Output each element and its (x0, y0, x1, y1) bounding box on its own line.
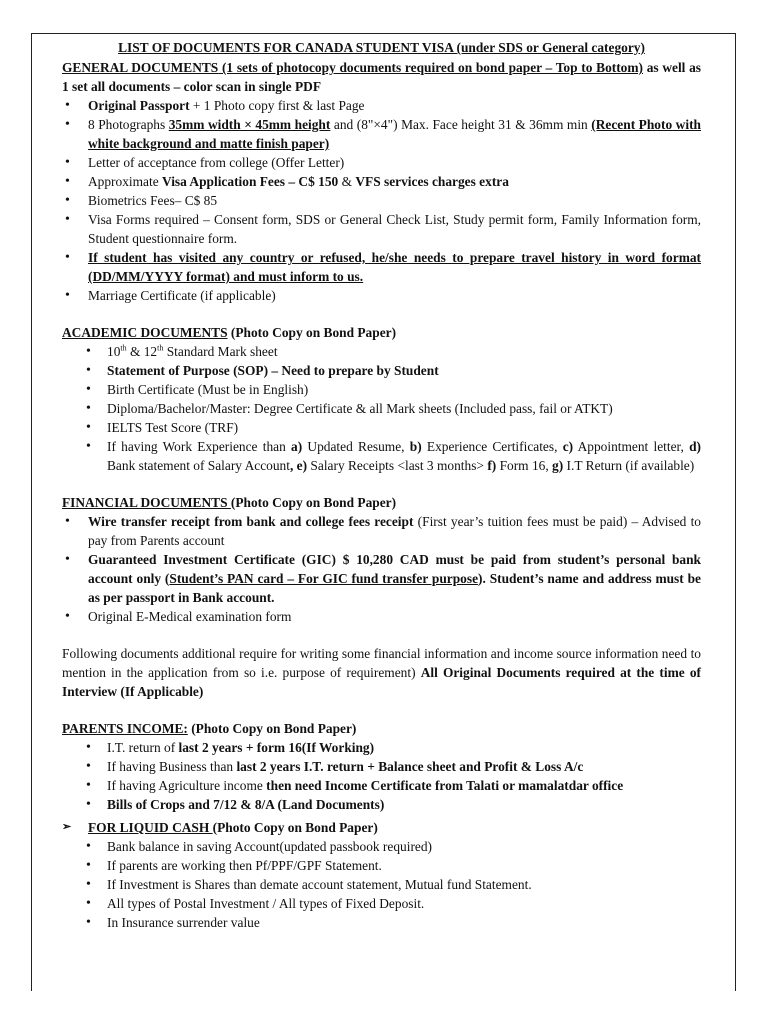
list-item: • Original E-Medical examination form (62, 607, 701, 626)
list-item: • Visa Forms required – Consent form, SDS or General Check List, Study permit form, Family Information form, Student questionnaire form. (62, 210, 701, 248)
list-item: • Marriage Certificate (if applicable) (62, 286, 701, 305)
list-item: • All types of Postal Investment / All types of Fixed Deposit. (62, 894, 701, 913)
list-item: • 8 Photographs 35mm width × 45mm height and (8"×4") Max. Face height 31 & 36mm min (Recent Photo with white background and matte finish paper) (62, 115, 701, 153)
list-item: • If having Business than last 2 years I.T. return + Balance sheet and Profit & Loss A/c (62, 757, 701, 776)
list-item: • IELTS Test Score (TRF) (62, 418, 701, 437)
list-item: • If parents are working then Pf/PPF/GPF Statement. (62, 856, 701, 875)
list-item: • Bills of Crops and 7/12 & 8/A (Land Documents) (62, 795, 701, 814)
academic-list (62, 342, 701, 475)
list-item: • In Insurance surrender value (62, 913, 701, 932)
parents-income-section (62, 719, 701, 814)
liquid-cash-heading: ➢ FOR LIQUID CASH (Photo Copy on Bond Paper) (62, 820, 378, 835)
list-item: • Original Passport + 1 Photo copy first & last Page (62, 96, 701, 115)
list-item: • I.T. return of last 2 years + form 16(If Working) (62, 738, 701, 757)
additional-note: Following documents additional require for writing some financial information and income source information need to mention in the application from so i.e. purpose of requirement) All Original Documents required at the time of Interview (If Applicable) (62, 646, 701, 699)
document-body (62, 38, 701, 932)
list-item: • Letter of acceptance from college (Offer Letter) (62, 153, 701, 172)
liquid-cash-list (62, 837, 701, 932)
general-section (62, 58, 701, 305)
list-item: • If having Agriculture income then need Income Certificate from Talati or mamalatdar office (62, 776, 701, 795)
list-item: • Statement of Purpose (SOP) – Need to prepare by Student (62, 361, 701, 380)
list-item: • Wire transfer receipt from bank and college fees receipt (First year’s tuition fees must be paid) – Advised to pay from Parents account (62, 512, 701, 550)
financial-section (62, 493, 701, 626)
list-item: • 10th & 12th Standard Mark sheet (62, 342, 701, 361)
list-item: • Bank balance in saving Account(updated passbook required) (62, 837, 701, 856)
general-list (62, 96, 701, 305)
financial-heading: FINANCIAL DOCUMENTS (Photo Copy on Bond Paper) (62, 495, 397, 510)
financial-list (62, 512, 701, 626)
arrow-bullet-icon: ➢ (62, 821, 72, 833)
academic-section (62, 323, 701, 475)
list-item: • Biometrics Fees– C$ 85 (62, 191, 701, 210)
document-title: LIST OF DOCUMENTS FOR CANADA STUDENT VISA (under SDS or General category) (118, 40, 645, 55)
liquid-cash-section (62, 818, 701, 932)
list-item: • If student has visited any country or refused, he/she needs to prepare travel history in word format (DD/MM/YYYY format) and must inform to us. (62, 248, 701, 286)
list-item: • Diploma/Bachelor/Master: Degree Certificate & all Mark sheets (Included pass, fail or ATKT) (62, 399, 701, 418)
list-item: • Approximate Visa Application Fees – C$ 150 & VFS services charges extra (62, 172, 701, 191)
list-item: • Birth Certificate (Must be in English) (62, 380, 701, 399)
list-item: • If Investment is Shares than demate account statement, Mutual fund Statement. (62, 875, 701, 894)
academic-heading: ACADEMIC DOCUMENTS (Photo Copy on Bond Paper) (62, 325, 397, 340)
list-item: • If having Work Experience than a) Updated Resume, b) Experience Certificates, c) Appointment letter, d) Bank statement of Salary Account, e) Salary Receipts <last 3 months> f) Form 16, g) I.T Return (if available) (62, 437, 701, 475)
parents-income-list (62, 738, 701, 814)
list-item: • Guaranteed Investment Certificate (GIC) $ 10,280 CAD must be paid from student’s personal bank account only (Student’s PAN card – For GIC fund transfer purpose). Student’s name and address must be as per passport in Bank account. (62, 550, 701, 607)
general-heading: GENERAL DOCUMENTS (1 sets of photocopy documents required on bond paper – Top to Bottom) as well as 1 set all documents – color scan in single PDF (62, 60, 702, 94)
parents-income-heading: PARENTS INCOME: (Photo Copy on Bond Paper) (62, 721, 357, 736)
